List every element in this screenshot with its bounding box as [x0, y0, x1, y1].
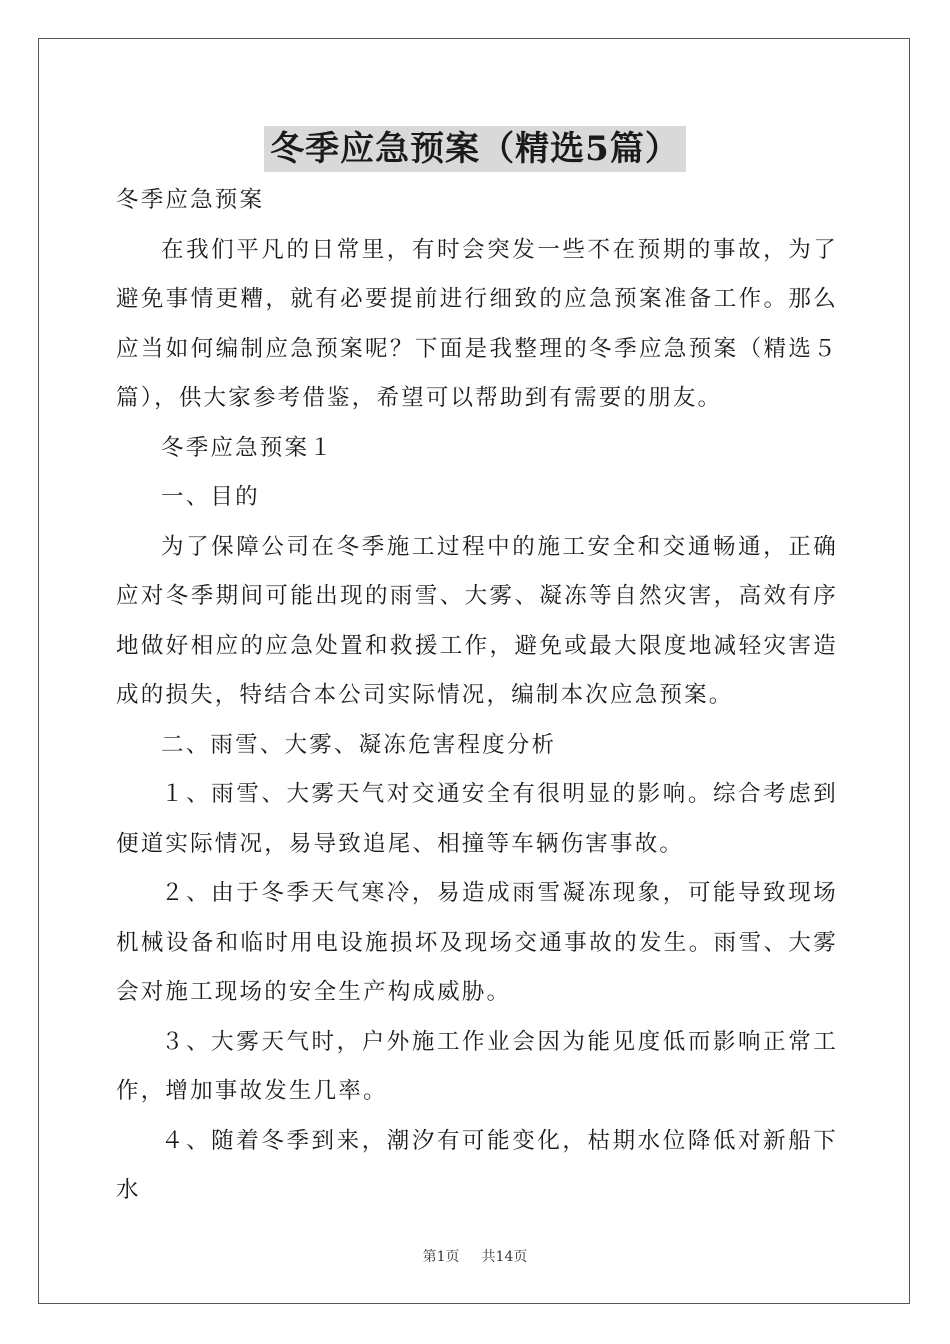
paragraph-heading: 冬季应急预案	[116, 187, 265, 213]
paragraph-purpose: 为了保障公司在冬季施工过程中的施工安全和交通畅通，正确应对冬季期间可能出现的雨雪、大雾、凝冻等自然灾害，高效有序地做好相应的应急处置和救援工作，避免或最大限度地减轻灾害造成的损失，特结合本公司实际情况，编制本次应急预案。	[116, 533, 838, 708]
page-number: 第1页	[422, 1249, 460, 1265]
section-heading-analysis: 二、雨雪、大雾、凝冻危害程度分析	[161, 731, 557, 758]
list-item: １、雨雪、大雾天气对交通安全有很明显的影响。综合考虑到便道实际情况，易导致追尾、相撞等车辆伤害事故。	[116, 781, 838, 857]
paragraph-subtitle: 冬季应急预案１	[161, 434, 334, 461]
list-item: ３、大雾天气时，户外施工作业会因为能见度低而影响正常工作，增加事故发生几率。	[116, 1028, 838, 1104]
page-footer	[0, 1246, 950, 1266]
paragraph-intro: 在我们平凡的日常里，有时会突发一些不在预期的事故，为了避免事情更糟，就有必要提前进行细致的应急预案准备工作。那么应当如何编制应急预案呢？下面是我整理的冬季应急预案（精选５篇），供大家参考借鉴，希望可以帮助到有需要的朋友。	[116, 236, 838, 411]
document-title-text: 冬季应急预案（精选5篇）	[264, 126, 686, 172]
section-heading-purpose: 一、目的	[161, 484, 260, 510]
document-body	[116, 176, 838, 1216]
document-title	[0, 126, 950, 172]
list-item: ２、由于冬季天气寒冷，易造成雨雪凝冻现象，可能导致现场机械设备和临时用电设施损坏及现场交通事故的发生。雨雪、大雾会对施工现场的安全生产构成威胁。	[116, 880, 838, 1005]
page-total: 共14页	[481, 1249, 528, 1265]
list-item: ４、随着冬季到来，潮汐有可能变化，枯期水位降低对新船下水	[116, 1127, 838, 1203]
